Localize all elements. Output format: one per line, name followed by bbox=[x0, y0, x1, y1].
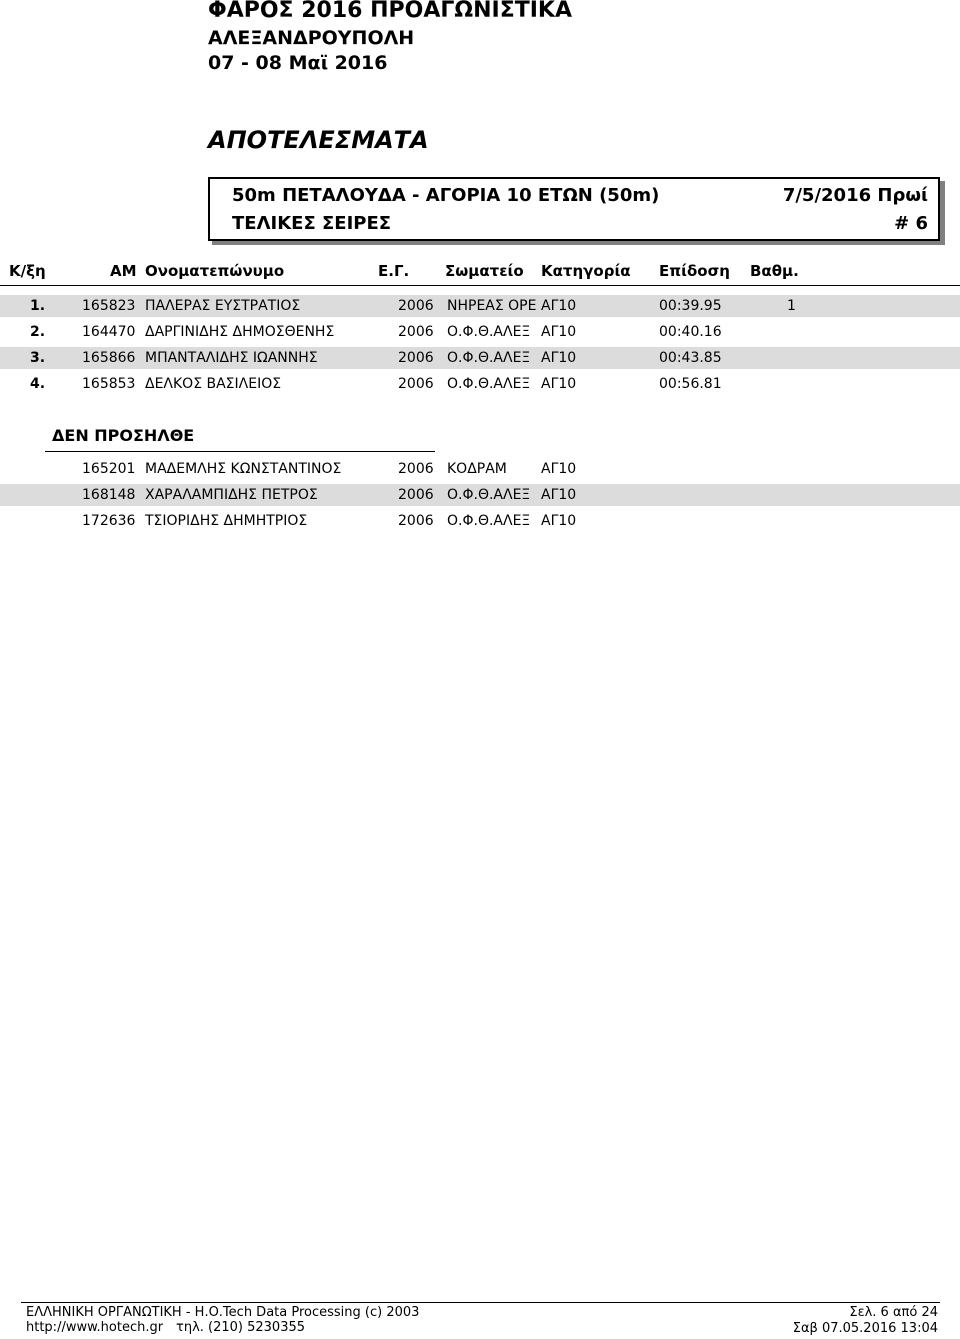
club-cell: Ο.Φ.Θ.ΑΛΕΞ bbox=[447, 324, 531, 340]
column-header-yob: Ε.Γ. bbox=[378, 262, 410, 280]
yob-cell: 2006 bbox=[398, 350, 434, 366]
category-cell: ΑΓ10 bbox=[541, 461, 577, 477]
footer-phone: τηλ. (210) 5230355 bbox=[176, 1320, 306, 1335]
table-row bbox=[0, 295, 960, 317]
footer-datetime: Σαβ 07.05.2016 13:04 bbox=[792, 1321, 938, 1336]
name-cell: ΔΑΡΓΙΝΙΔΗΣ ΔΗΜΟΣΘΕΝΗΣ bbox=[145, 324, 335, 340]
category-cell: ΑΓ10 bbox=[541, 376, 577, 392]
am-cell: 172636 bbox=[82, 513, 136, 529]
results-title: ΑΠΟΤΕΛΕΣΜΑΤΑ bbox=[208, 126, 429, 154]
event-name: 50m ΠΕΤΑΛΟΥΔΑ - ΑΓΟΡΙΑ 10 ΕΤΩΝ (50m) bbox=[232, 185, 660, 206]
yob-cell: 2006 bbox=[398, 298, 434, 314]
column-header-category: Κατηγορία bbox=[541, 262, 631, 280]
footer-page-number: Σελ. 6 από 24 bbox=[849, 1305, 938, 1320]
meet-dates: 07 - 08 Μαϊ 2016 bbox=[208, 52, 388, 74]
event-box-shadow-bottom bbox=[212, 241, 945, 245]
column-header-am: ΑΜ bbox=[110, 262, 137, 280]
name-cell: ΠΑΛΕΡΑΣ ΕΥΣΤΡΑΤΙΟΣ bbox=[145, 298, 301, 314]
column-header-name: Ονοματεπώνυμο bbox=[145, 262, 285, 280]
category-cell: ΑΓ10 bbox=[541, 350, 577, 366]
column-header-club: Σωματείο bbox=[445, 262, 524, 280]
name-cell: ΤΣΙΟΡΙΔΗΣ ΔΗΜΗΤΡΙΟΣ bbox=[145, 513, 308, 529]
column-header-points: Βαθμ. bbox=[750, 262, 799, 280]
rank-cell: 3. bbox=[30, 350, 46, 366]
category-cell: ΑΓ10 bbox=[541, 487, 577, 503]
dns-section-header: ΔΕΝ ΠΡΟΣΗΛΘΕ bbox=[52, 426, 195, 445]
table-row bbox=[0, 321, 960, 343]
event-box bbox=[208, 177, 940, 241]
rank-cell: 1. bbox=[30, 298, 46, 314]
am-cell: 165823 bbox=[82, 298, 136, 314]
event-date-session: 7/5/2016 Πρωί bbox=[782, 185, 928, 206]
club-cell: Ο.Φ.Θ.ΑΛΕΞ bbox=[447, 513, 531, 529]
club-cell: ΝΗΡΕΑΣ ΟΡΕ bbox=[447, 298, 537, 314]
yob-cell: 2006 bbox=[398, 461, 434, 477]
table-row bbox=[0, 373, 960, 395]
time-cell: 00:40.16 bbox=[659, 324, 722, 340]
column-header-time: Επίδοση bbox=[659, 262, 730, 280]
footer-company: ΕΛΛΗΝΙΚΗ ΟΡΓΑΝΩΤΙΚΗ - Η.Ο.Tech Data Processing (c) 2003 bbox=[26, 1305, 420, 1320]
footer-url: http://www.hotech.gr bbox=[26, 1320, 164, 1335]
event-number: # 6 bbox=[894, 213, 928, 234]
name-cell: ΔΕΛΚΟΣ ΒΑΣΙΛΕΙΟΣ bbox=[145, 376, 282, 392]
table-row bbox=[0, 484, 960, 506]
time-cell: 00:39.95 bbox=[659, 298, 722, 314]
am-cell: 168148 bbox=[82, 487, 136, 503]
event-heat-type: ΤΕΛΙΚΕΣ ΣΕΙΡΕΣ bbox=[232, 213, 392, 234]
category-cell: ΑΓ10 bbox=[541, 298, 577, 314]
column-header-rank: Κ/ξη bbox=[9, 262, 46, 280]
club-cell: Ο.Φ.Θ.ΑΛΕΞ bbox=[447, 487, 531, 503]
meet-location: ΑΛΕΞΑΝΔΡΟΥΠΟΛΗ bbox=[208, 27, 415, 49]
table-row bbox=[0, 347, 960, 369]
meet-title: ΦΑΡΟΣ 2016 ΠΡΟΑΓΩΝΙΣΤΙΚΑ bbox=[208, 0, 573, 23]
time-cell: 00:56.81 bbox=[659, 376, 722, 392]
footer-rule bbox=[21, 1302, 940, 1303]
category-cell: ΑΓ10 bbox=[541, 324, 577, 340]
yob-cell: 2006 bbox=[398, 513, 434, 529]
time-cell: 00:43.85 bbox=[659, 350, 722, 366]
am-cell: 164470 bbox=[82, 324, 136, 340]
am-cell: 165201 bbox=[82, 461, 136, 477]
points-cell: 1 bbox=[787, 298, 796, 314]
name-cell: ΜΠΑΝΤΑΛΙΔΗΣ ΙΩΑΝΝΗΣ bbox=[145, 350, 318, 366]
club-cell: ΚΟΔΡΑΜ bbox=[447, 461, 507, 477]
am-cell: 165853 bbox=[82, 376, 136, 392]
yob-cell: 2006 bbox=[398, 376, 434, 392]
column-header-rule bbox=[0, 285, 960, 286]
event-box-shadow-right bbox=[940, 181, 945, 245]
category-cell: ΑΓ10 bbox=[541, 513, 577, 529]
club-cell: Ο.Φ.Θ.ΑΛΕΞ bbox=[447, 376, 531, 392]
yob-cell: 2006 bbox=[398, 487, 434, 503]
yob-cell: 2006 bbox=[398, 324, 434, 340]
rank-cell: 2. bbox=[30, 324, 46, 340]
table-row bbox=[0, 458, 960, 480]
name-cell: ΧΑΡΑΛΑΜΠΙΔΗΣ ΠΕΤΡΟΣ bbox=[145, 487, 318, 503]
club-cell: Ο.Φ.Θ.ΑΛΕΞ bbox=[447, 350, 531, 366]
dns-section-rule bbox=[45, 451, 435, 452]
am-cell: 165866 bbox=[82, 350, 136, 366]
name-cell: ΜΑΔΕΜΛΗΣ ΚΩΝΣΤΑΝΤΙΝΟΣ bbox=[145, 461, 342, 477]
rank-cell: 4. bbox=[30, 376, 46, 392]
table-row bbox=[0, 510, 960, 532]
